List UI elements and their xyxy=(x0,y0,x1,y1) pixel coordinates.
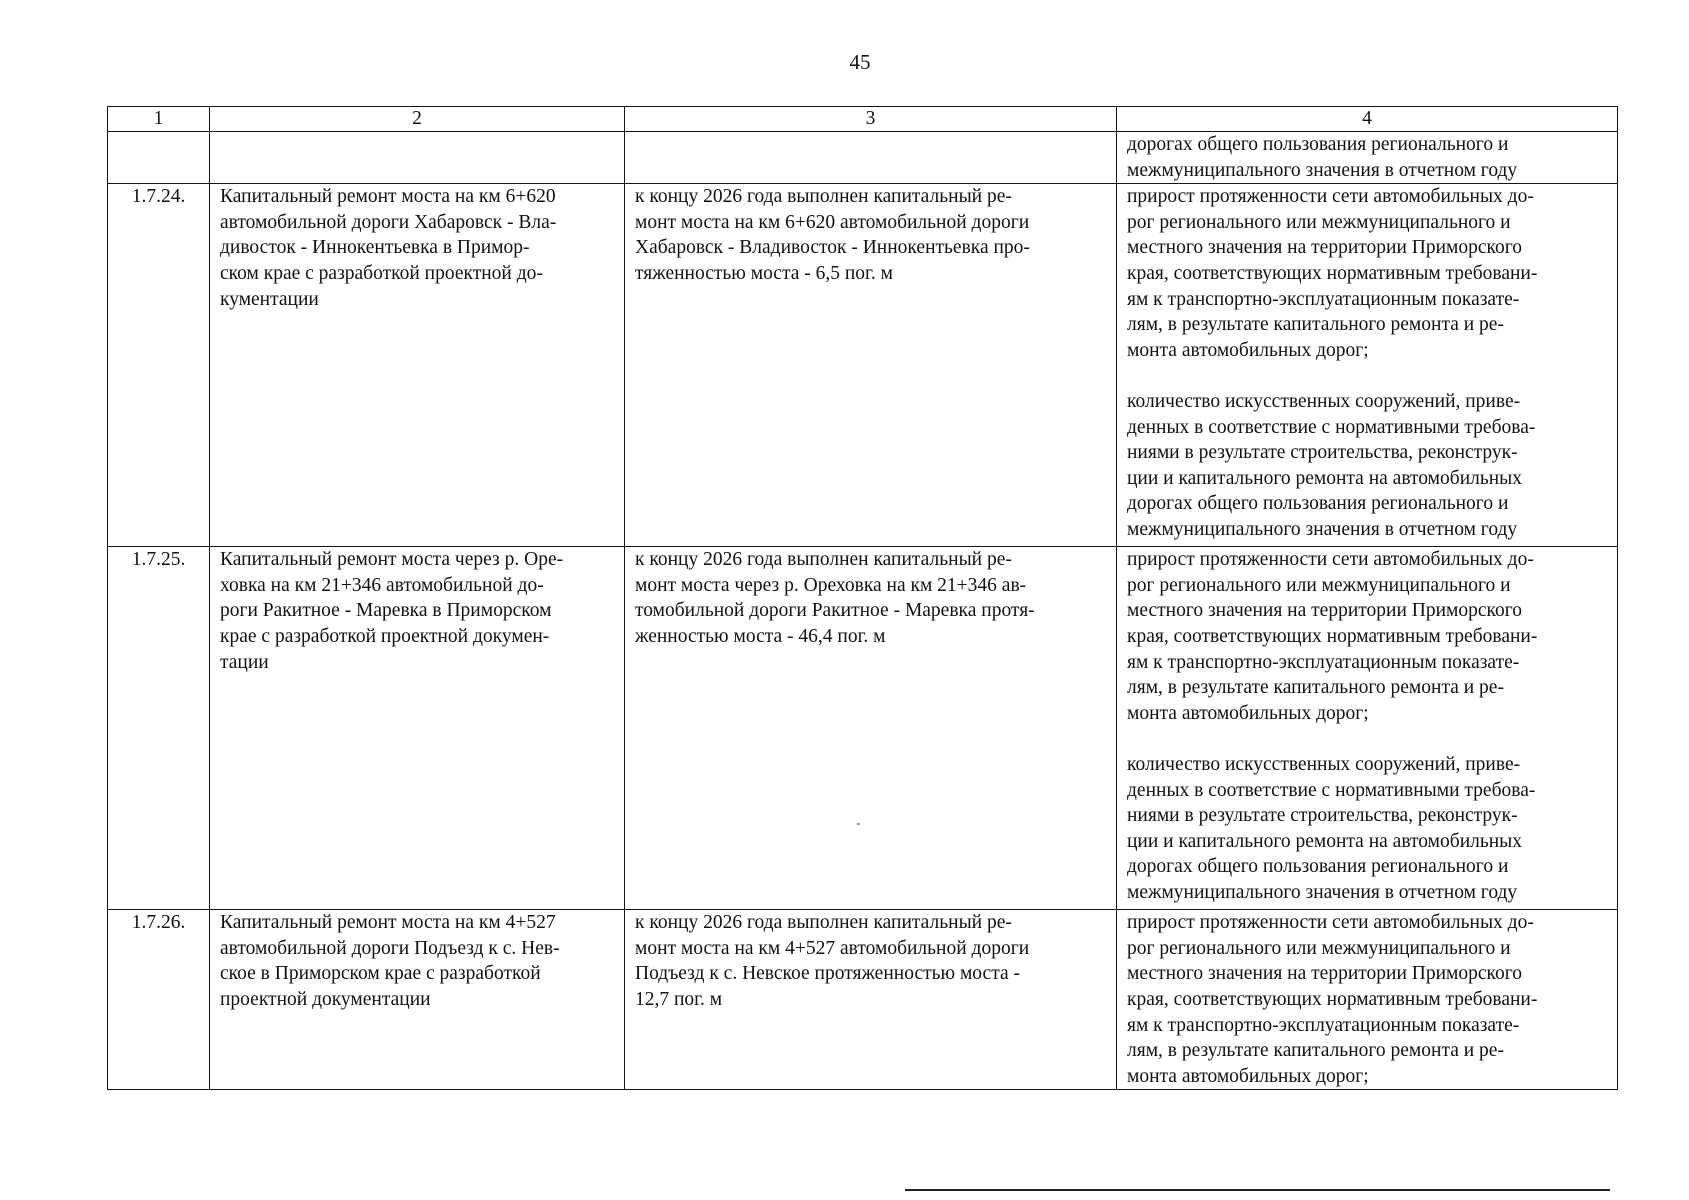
indicator-paragraph: прирост протяженности сети автомобильных до- рог регионального или межмуниципального и местного значения на территории Приморского края, соответствующих нормативным требовани- ям к транспортно-эксплуатационным показате- лям, в результате капитального ремонта и ре- монта автомобильных дорог; xyxy=(1127,186,1538,361)
measure-name-text: Капитальный ремонт моста через р. Оре- ховка на км 21+346 автомобильной до- роги Ракитное - Маревка в Приморском крае с разработкой проектной докумен- тации xyxy=(220,549,564,673)
measure-result-text: к концу 2026 года выполнен капитальный ре- монт моста через р. Ореховка на км 21+346 ав- томобильной дороги Ракитное - Маревка протя- женностью моста - 46,4 пог. м xyxy=(635,549,1035,647)
indicator-paragraph: количество искусственных сооружений, приве- денных в соответствие с нормативными требова- ниями в результате строительства, реконструк- ции и капитального ремонта на автомобильных дорогах общего пользования регионального и межмуниципального значения в отчетном году xyxy=(1127,390,1536,540)
table-header-row xyxy=(108,107,1618,132)
table-row xyxy=(108,547,1618,910)
column-header-2: 2 xyxy=(210,107,625,132)
indicator-paragraph: прирост протяженности сети автомобильных до- рог регионального или межмуниципального и местного значения на территории Приморского края, соответствующих нормативным требовани- ям к транспортно-эксплуатационным показате- лям, в результате капитального ремонта и ре- монта автомобильных дорог; xyxy=(1127,549,1538,724)
indicator-paragraph: прирост протяженности сети автомобильных до- рог регионального или межмуниципального и местного значения на территории Приморского края, соответствующих нормативным требовани- ям к транспортно-эксплуатационным показате- лям, в результате капитального ремонта и ре- монта автомобильных дорог; xyxy=(1127,912,1538,1087)
measures-table xyxy=(107,106,1618,1090)
measure-name xyxy=(210,547,625,910)
table-row xyxy=(108,132,1618,184)
row-number: 1.7.25. xyxy=(108,547,210,910)
column-header-1: 1 xyxy=(108,107,210,132)
column-header-4: 4 xyxy=(1117,107,1618,132)
measure-name-text: Капитальный ремонт моста на км 4+527 автомобильной дороги Подъезд к с. Нев- ское в Приморском крае с разработкой проектной документации xyxy=(220,912,560,1010)
row-number xyxy=(108,132,210,184)
measure-result-text: к концу 2026 года выполнен капитальный ре- монт моста на км 6+620 автомобильной дороги Хабаровск - Владивосток - Иннокентьевка про- тяженностью моста - 6,5 пог. м xyxy=(635,186,1030,284)
scan-speck xyxy=(857,823,860,825)
measure-result xyxy=(625,184,1117,547)
page-number: 45 xyxy=(849,50,871,74)
table-row xyxy=(108,910,1618,1090)
measure-name xyxy=(210,910,625,1090)
bottom-rule xyxy=(905,1189,1610,1191)
row-number: 1.7.24. xyxy=(108,184,210,547)
indicators xyxy=(1117,910,1618,1090)
measure-name xyxy=(210,132,625,184)
indicator-paragraph: дорогах общего пользования регионального и межмуниципального значения в отчетном году xyxy=(1127,134,1518,181)
measure-name xyxy=(210,184,625,547)
indicators xyxy=(1117,184,1618,547)
measure-result-text: к концу 2026 года выполнен капитальный ре- монт моста на км 4+527 автомобильной дороги Подъезд к с. Невское протяженностью моста - 12,7 пог. м xyxy=(635,912,1030,1010)
measure-result xyxy=(625,547,1117,910)
measure-result xyxy=(625,132,1117,184)
row-number: 1.7.26. xyxy=(108,910,210,1090)
indicator-paragraph: количество искусственных сооружений, приве- денных в соответствие с нормативными требова- ниями в результате строительства, реконструк- ции и капитального ремонта на автомобильных дорогах общего пользования регионального и межмуниципального значения в отчетном году xyxy=(1127,753,1536,903)
measure-result xyxy=(625,910,1117,1090)
indicators xyxy=(1117,547,1618,910)
indicators xyxy=(1117,132,1618,184)
measure-name-text: Капитальный ремонт моста на км 6+620 автомобильной дороги Хабаровск - Вла- дивосток - Иннокентьевка в Примор- ском крае с разработкой проектной до- кументации xyxy=(220,186,557,310)
table-row xyxy=(108,184,1618,547)
column-header-3: 3 xyxy=(625,107,1117,132)
